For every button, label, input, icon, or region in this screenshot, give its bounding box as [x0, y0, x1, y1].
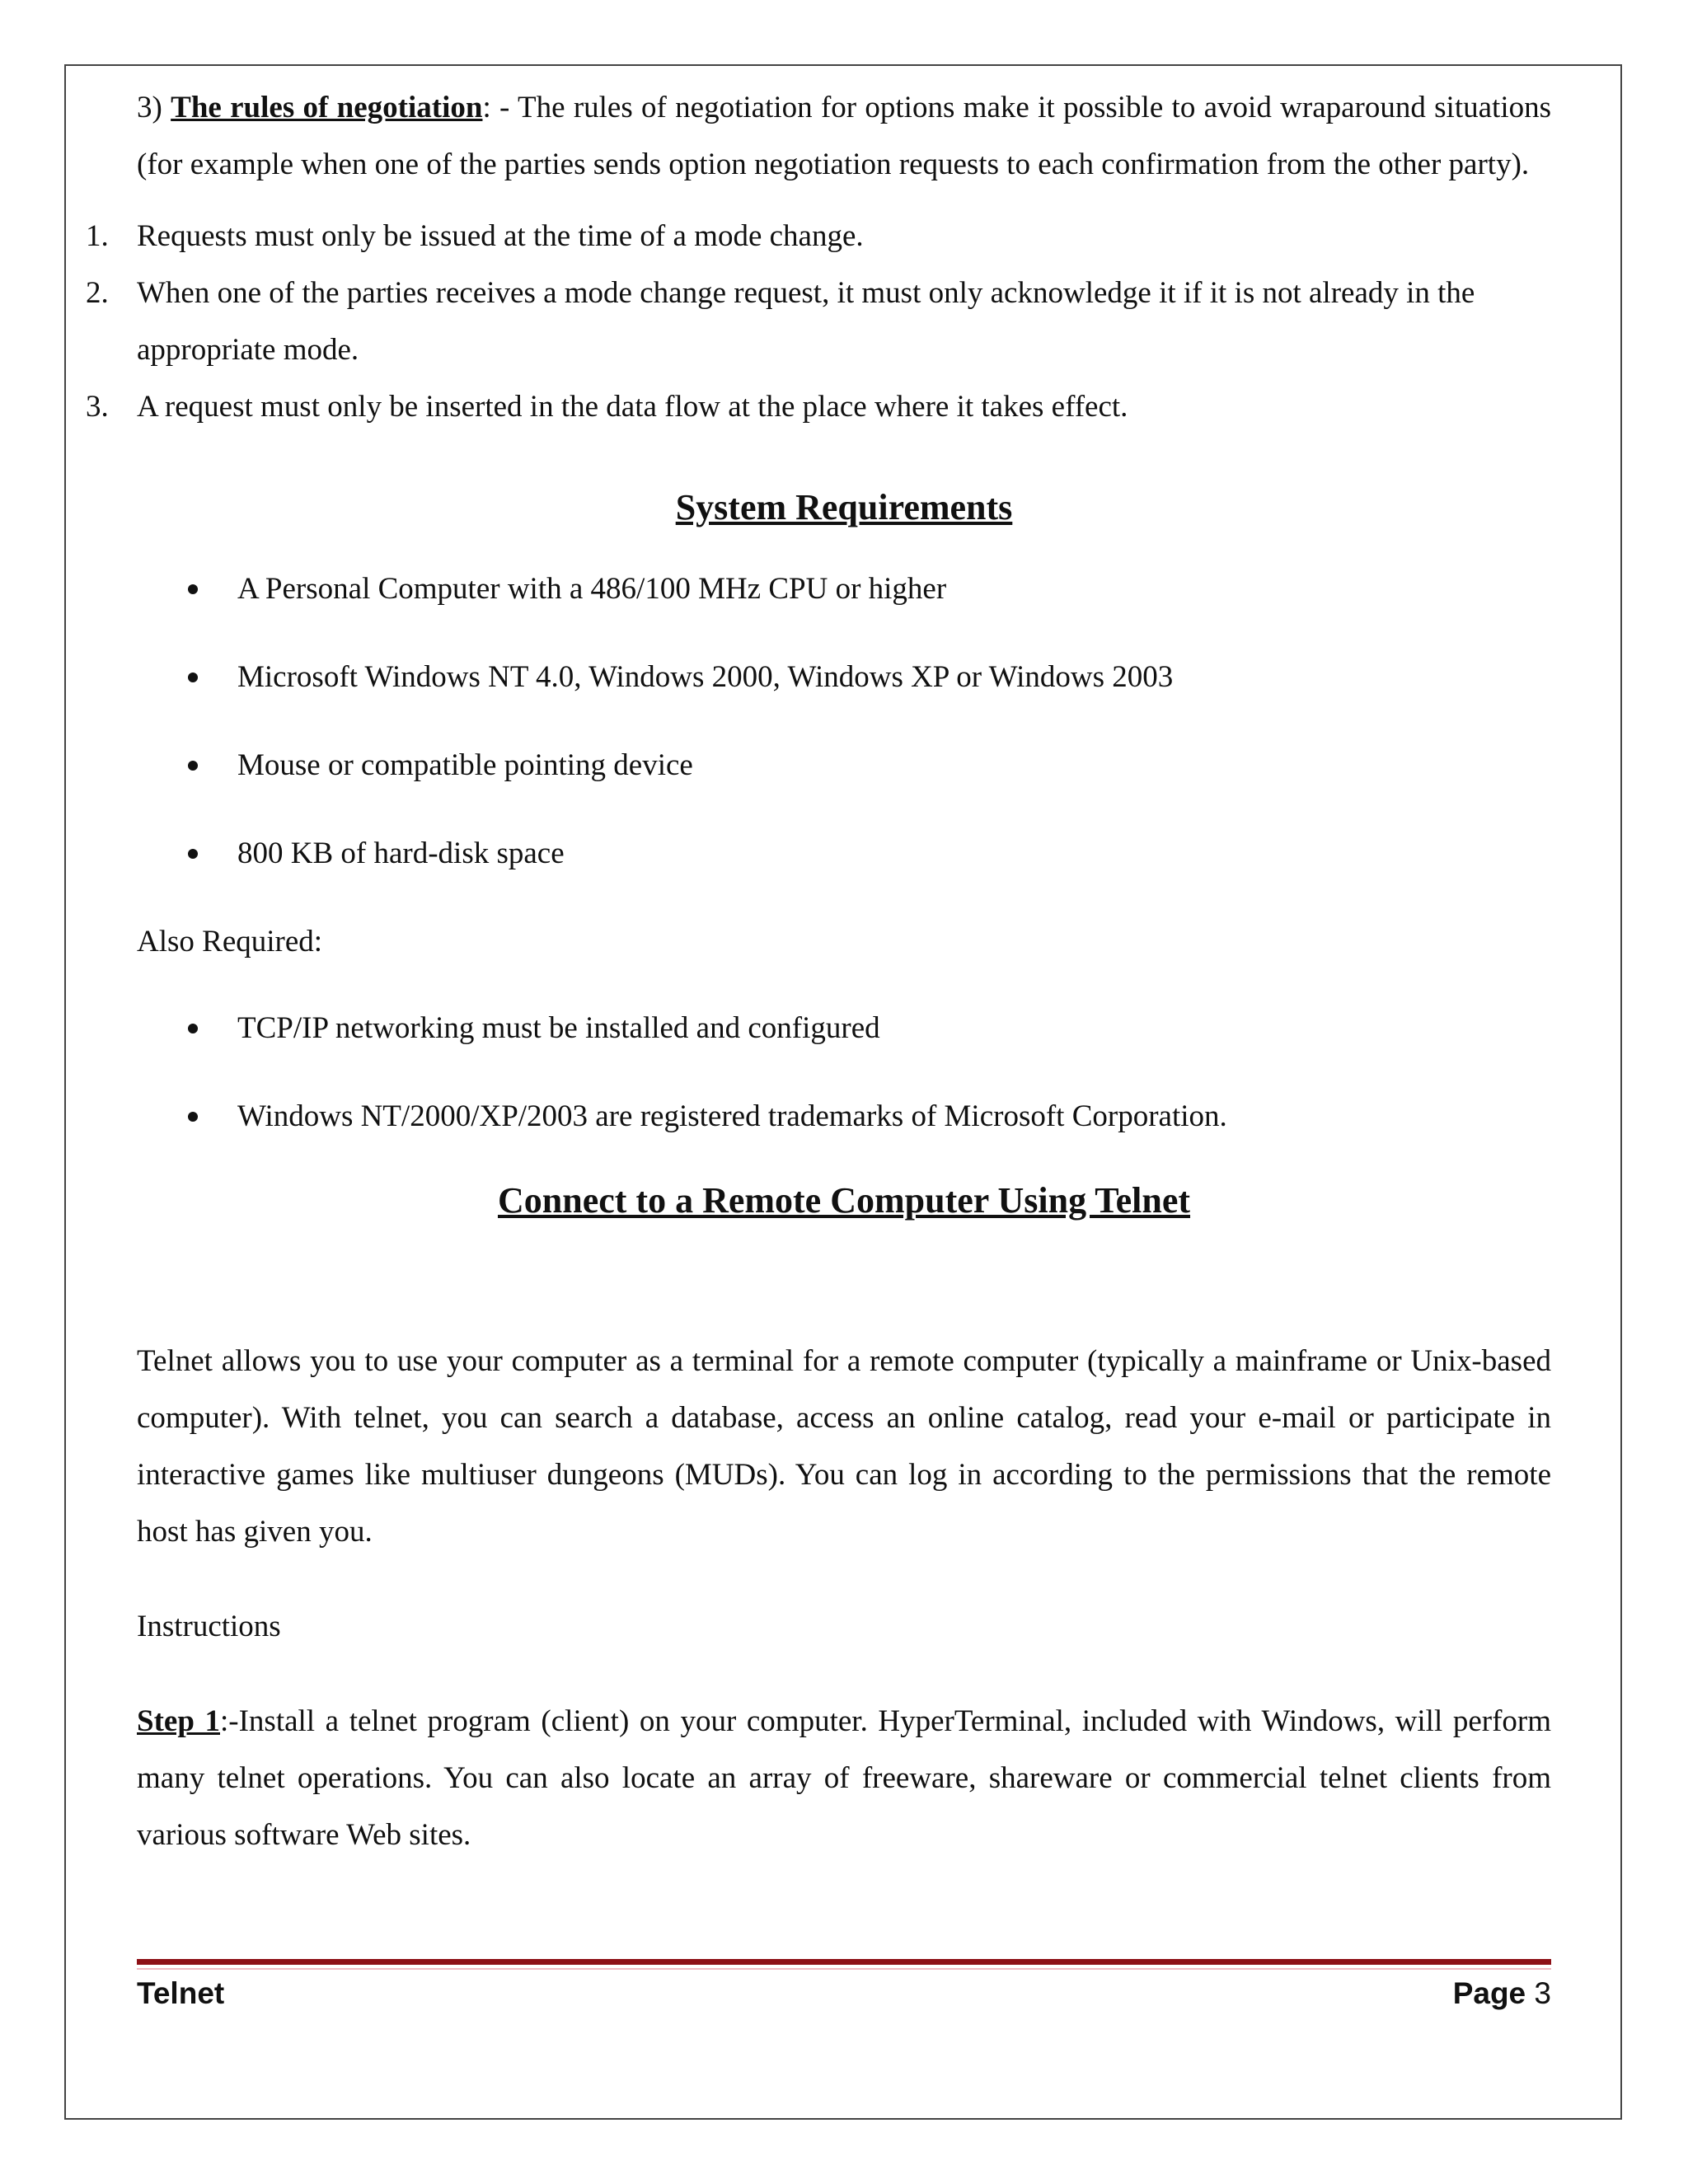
- also-required-list: [137, 1000, 1551, 1145]
- footer-rule-thin: [137, 1968, 1551, 1970]
- requirement-item: [137, 1000, 1551, 1088]
- list-item-text: Requests must only be issued at the time of a mode change.: [137, 219, 864, 253]
- page-label: Page: [1452, 1976, 1526, 2010]
- step1-text: :-Install a telnet program (client) on your computer. HyperTerminal, included with Windows, will perform many telnet operations. You can also locate an array of freeware, shareware or commercial telnet clients from various software Web sites.: [137, 1704, 1551, 1852]
- step1-label: Step 1: [137, 1704, 220, 1738]
- requirement-text: A Personal Computer with a 486/100 MHz CPU or higher: [237, 572, 947, 606]
- list-item-text: When one of the parties receives a mode change request, it must only acknowledge it if it is not already in the appropriate mode.: [137, 276, 1475, 367]
- bullet-icon: [188, 584, 198, 594]
- footer-title: Telnet: [137, 1976, 225, 2010]
- requirement-text: Windows NT/2000/XP/2003 are registered trademarks of Microsoft Corporation.: [237, 1099, 1227, 1133]
- bullet-icon: [188, 1112, 198, 1122]
- requirement-text: TCP/IP networking must be installed and configured: [237, 1011, 880, 1045]
- requirement-item: [137, 737, 1551, 825]
- instructions-label: Instructions: [137, 1610, 281, 1643]
- bullet-icon: [188, 1024, 198, 1033]
- requirement-text: Mouse or compatible pointing device: [237, 748, 693, 782]
- rules-prefix: 3): [137, 91, 171, 124]
- page-number: 3: [1534, 1976, 1551, 2010]
- list-number: 3.: [86, 390, 109, 424]
- rules-paragraph: [137, 79, 1551, 193]
- list-number: 2.: [86, 276, 109, 310]
- list-item-text: A request must only be inserted in the data flow at the place where it takes effect.: [137, 390, 1128, 424]
- rules-list-item: [86, 208, 1551, 265]
- bullet-icon: [188, 849, 198, 859]
- system-requirements-heading: System Requirements: [675, 487, 1013, 527]
- footer-rule: [137, 1959, 1551, 1965]
- bullet-icon: [188, 761, 198, 771]
- step1-paragraph: [137, 1693, 1551, 1863]
- page-content: [86, 79, 1552, 1863]
- also-required-label: Also Required:: [137, 925, 323, 958]
- rules-list-item: [86, 265, 1551, 378]
- rules-list-item: [86, 378, 1551, 435]
- connect-heading: Connect to a Remote Computer Using Telnet: [497, 1180, 1191, 1221]
- requirement-text: 800 KB of hard-disk space: [237, 837, 565, 870]
- requirement-item: [137, 560, 1551, 649]
- requirement-item: [137, 1088, 1551, 1145]
- list-number: 1.: [86, 219, 109, 253]
- bullet-icon: [188, 673, 198, 682]
- requirement-item: [137, 649, 1551, 737]
- rules-text: : - The rules of negotiation for options make it possible to avoid wraparound situations (for example when one of the parties sends option negotiation requests to each confirmation from the other party).: [137, 91, 1552, 181]
- requirements-list: [137, 560, 1551, 913]
- rules-title: The rules of negotiation: [171, 91, 483, 124]
- footer-page-number: [1453, 1976, 1551, 2011]
- requirement-item: [137, 825, 1551, 913]
- requirement-text: Microsoft Windows NT 4.0, Windows 2000, Windows XP or Windows 2003: [237, 660, 1174, 694]
- rules-list: [86, 208, 1551, 435]
- telnet-intro-paragraph: Telnet allows you to use your computer as a terminal for a remote computer (typically a mainframe or Unix-based computer). With telnet, you can search a database, access an online catalog, read your e-mail or participate in interactive games like multiuser dungeons (MUDs). You can log in according to the permissions that the remote host has given you.: [137, 1344, 1551, 1549]
